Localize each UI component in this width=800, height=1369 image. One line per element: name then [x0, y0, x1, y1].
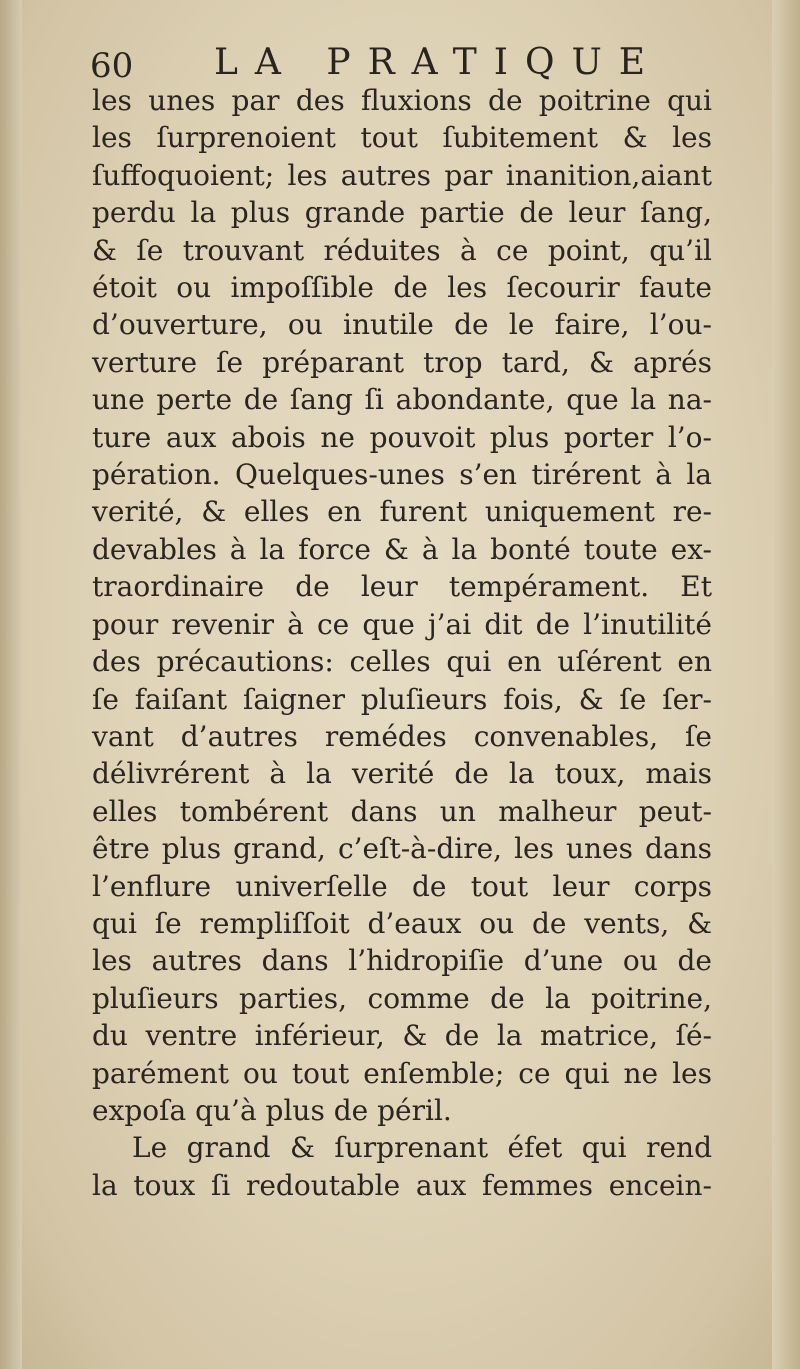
text-line: être plus grand, c’eſt-à-dire, les unes dans: [92, 832, 712, 866]
text-line: la toux ſi redoutable aux femmes encein-: [92, 1168, 712, 1202]
text-line: pération. Quelques-unes s’en tirérent à la: [92, 458, 712, 492]
paragraph-start-line: Le grand & ſurprenant éfet qui rend: [132, 1131, 712, 1165]
text-line: pluſieurs parties, comme de la poitrine,: [92, 981, 712, 1015]
page-edge-shadow: [772, 0, 800, 1369]
text-line: & ſe trouvant réduites à ce point, qu’il: [92, 233, 712, 267]
text-line: verité, & elles en furent uniquement re-: [92, 495, 712, 529]
text-line: devables à la force & à la bonté toute ex-: [92, 532, 712, 566]
text-line: l’enflure univerſelle de tout leur corps: [92, 869, 712, 903]
text-line: d’ouverture, ou inutile de le faire, l’ou-: [92, 308, 712, 342]
text-line: elles tombérent dans un malheur peut-: [92, 794, 712, 828]
running-title: LA PRATIQUE: [214, 42, 663, 83]
text-line: pour revenir à ce que j’ai dit de l’inutilité: [92, 607, 712, 641]
text-line: ſe faiſant ſaigner pluſieurs fois, & ſe ſer-: [92, 682, 712, 716]
text-line: traordinaire de leur tempérament. Et: [92, 570, 712, 604]
text-line: perdu la plus grande partie de leur ſang,: [92, 196, 712, 230]
text-line: ſuffoquoient; les autres par inanition,aiant: [92, 158, 712, 192]
text-line: les unes par des fluxions de poitrine qui: [92, 84, 712, 117]
body-text: [92, 82, 712, 1204]
text-line: verture ſe préparant trop tard, & aprés: [92, 345, 712, 379]
text-line: des précautions: celles qui en uſérent en: [92, 645, 712, 679]
text-line: parément ou tout enſemble; ce qui ne les: [92, 1056, 712, 1090]
text-line: une perte de ſang ſi abondante, que la na-: [92, 383, 712, 417]
page-gutter-shadow: [0, 0, 22, 1369]
text-line: vant d’autres remédes convenables, ſe: [92, 719, 712, 753]
text-line: qui ſe rempliſſoit d’eaux ou de vents, &: [92, 906, 712, 940]
text-line: les autres dans l’hidropiſie d’une ou de: [92, 944, 712, 978]
text-line: les ſurprenoient tout ſubitement & les: [92, 121, 712, 155]
text-line: du ventre inférieur, & de la matrice, ſé-: [92, 1019, 712, 1053]
text-line: délivrérent à la verité de la toux, mais: [92, 757, 712, 791]
text-line: étoit ou impoſſible de les ſecourir faute: [92, 271, 712, 305]
text-line: expoſa qu’à plus de péril.: [92, 1093, 452, 1127]
text-line: ture aux abois ne pouvoit plus porter l’o-: [92, 420, 712, 454]
page-number: 60: [90, 46, 134, 86]
